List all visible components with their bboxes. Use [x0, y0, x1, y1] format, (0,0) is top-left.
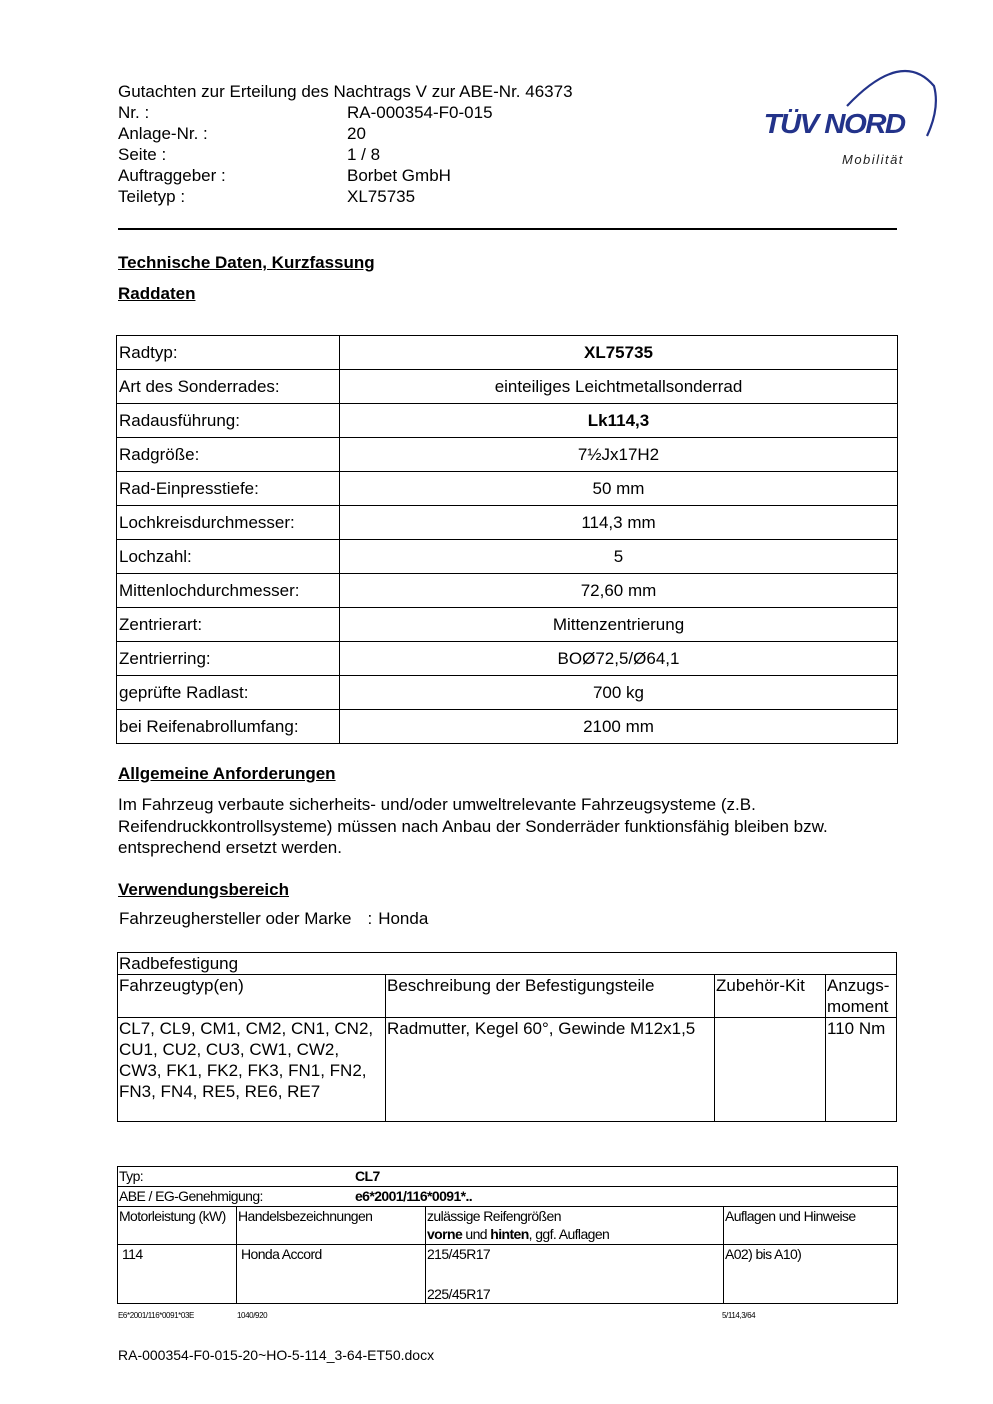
header-divider [118, 228, 897, 230]
wheel-label-cell: Radausführung: [117, 404, 340, 438]
header-label: Anlage-Nr. : [118, 124, 208, 143]
wheel-label-cell: geprüfte Radlast: [117, 676, 340, 710]
header-label: Seite : [118, 145, 167, 164]
wheel-value-cell: BOØ72,5/Ø64,1 [340, 642, 898, 676]
wheel-label-cell: Lochzahl: [117, 540, 340, 574]
wheel-value-cell: 5 [340, 540, 898, 574]
section-heading-allgemeine: Allgemeine Anforderungen [118, 764, 336, 783]
wheel-value-cell: 50 mm [340, 472, 898, 506]
mounting-cell: CL7, CL9, CM1, CM2, CN1, CN2, CU1, CU2, CU3, CW1, CW2, CW3, FK1, FK2, FK3, FN1, FN2, FN3, FN4, RE5, RE6, RE7 [118, 1018, 386, 1122]
mounting-cell: 110 Nm [826, 1018, 897, 1122]
wheel-data-table [116, 335, 898, 744]
footer-filename: RA-000354-F0-015-20~HO-5-114_3-64-ET50.docx [118, 1347, 435, 1363]
mounting-cell [715, 1018, 826, 1122]
manufacturer-label: Fahrzeughersteller oder Marke [119, 909, 352, 928]
section-heading-verwendung: Verwendungsbereich [118, 880, 289, 899]
small-print: 1040/920 [237, 1311, 268, 1320]
typ-cell-reifen [426, 1245, 724, 1304]
reifen-header-und: und [462, 1226, 491, 1242]
table-row [118, 975, 897, 1018]
mounting-header-cell: Anzugs-moment [826, 975, 897, 1018]
typ-cell-motor: 114 [118, 1245, 237, 1304]
wheel-value-cell: Lk114,3 [340, 404, 898, 438]
table-row [118, 1018, 897, 1122]
table-row [118, 1167, 898, 1187]
table-row [117, 676, 898, 710]
table-row [117, 404, 898, 438]
header-label: Auftraggeber : [118, 166, 226, 185]
typ-header-cell: Motorleistung (kW) [118, 1207, 237, 1245]
wheel-value-cell: 700 kg [340, 676, 898, 710]
header-label: Nr. : [118, 103, 150, 122]
header-value: RA-000354-F0-015 [347, 103, 493, 122]
logo-text: TÜV NORD [763, 108, 905, 139]
wheel-label-cell: Rad-Einpresstiefe: [117, 472, 340, 506]
table-row [117, 506, 898, 540]
logo-subtitle: Mobilität [842, 152, 904, 167]
section-heading-technische-daten: Technische Daten, Kurzfassung [118, 253, 375, 272]
table-row [117, 642, 898, 676]
typ-cell-auflagen: A02) bis A10) [724, 1245, 898, 1304]
tire-size: 225/45R17 [427, 1286, 491, 1302]
typ-header-cell [426, 1207, 724, 1245]
header-row [118, 165, 573, 186]
typ-cell-handel: Honda Accord [237, 1245, 426, 1304]
table-row [117, 336, 898, 370]
table-row [117, 472, 898, 506]
typ-header-cell: Auflagen und Hinweise [724, 1207, 898, 1245]
document-header [118, 81, 573, 207]
wheel-value-cell: Mittenzentrierung [340, 608, 898, 642]
manufacturer-line [119, 909, 428, 929]
mounting-header-cell: Fahrzeugtyp(en) [118, 975, 386, 1018]
header-row [118, 144, 573, 165]
wheel-label-cell: Radgröße: [117, 438, 340, 472]
manufacturer-separator: : [367, 909, 373, 928]
header-value: XL75735 [347, 187, 416, 206]
wheel-label-cell: Zentrierart: [117, 608, 340, 642]
typ-row [118, 1167, 898, 1187]
header-title: Gutachten zur Erteilung des Nachtrags V zur ABE-Nr. 46373 [118, 82, 573, 101]
section-heading-raddaten: Raddaten [118, 284, 196, 303]
reifen-header-vorne: vorne [427, 1226, 463, 1242]
wheel-value-cell: 72,60 mm [340, 574, 898, 608]
small-print: 5/114,3/64 [722, 1311, 756, 1320]
abe-label: ABE / EG-Genehmigung: [119, 1188, 263, 1204]
wheel-value-cell: 114,3 mm [340, 506, 898, 540]
vehicle-type-table [117, 1166, 898, 1304]
mounting-header-cell: Zubehör-Kit [715, 975, 826, 1018]
header-row [118, 186, 573, 207]
wheel-label-cell: Art des Sonderrades: [117, 370, 340, 404]
typ-label: Typ: [119, 1168, 144, 1184]
tuv-nord-logo [762, 58, 942, 173]
table-row [117, 710, 898, 744]
table-row [118, 1245, 898, 1304]
reifen-header-rest: , ggf. Auflagen [528, 1226, 610, 1242]
tire-size: 215/45R17 [427, 1246, 491, 1262]
small-print: E6*2001/116*0091*03E [118, 1311, 194, 1320]
wheel-value-cell: XL75735 [340, 336, 898, 370]
mounting-title: Radbefestigung [118, 953, 897, 975]
table-row [117, 540, 898, 574]
wheel-label-cell: Mittenlochdurchmesser: [117, 574, 340, 608]
table-row [117, 574, 898, 608]
wheel-label-cell: Lochkreisdurchmesser: [117, 506, 340, 540]
mounting-cell: Radmutter, Kegel 60°, Gewinde M12x1,5 [386, 1018, 715, 1122]
header-label: Teiletyp : [118, 187, 186, 206]
table-row [118, 1207, 898, 1245]
wheel-label-cell: Zentrierring: [117, 642, 340, 676]
header-value: Borbet GmbH [347, 166, 451, 185]
abe-row [118, 1187, 898, 1207]
reifen-header-line1: zulässige Reifengrößen [427, 1208, 561, 1224]
wheel-value-cell: einteiliges Leichtmetallsonderrad [340, 370, 898, 404]
typ-header-cell: Handelsbezeichnungen [237, 1207, 426, 1245]
header-value: 1 / 8 [347, 145, 381, 164]
reifen-header-hinten: hinten [490, 1226, 529, 1242]
mounting-header-cell: Beschreibung der Befestigungsteile [386, 975, 715, 1018]
header-value: 20 [347, 124, 366, 143]
manufacturer-value: Honda [378, 909, 429, 928]
header-row [118, 123, 573, 144]
wheel-value-cell: 2100 mm [340, 710, 898, 744]
table-row [117, 608, 898, 642]
typ-value: CL7 [355, 1168, 380, 1184]
wheel-value-cell: 7½Jx17H2 [340, 438, 898, 472]
table-row [118, 1187, 898, 1207]
mounting-table [117, 952, 897, 1122]
table-row [117, 438, 898, 472]
wheel-label-cell: bei Reifenabrollumfang: [117, 710, 340, 744]
header-row [118, 102, 573, 123]
allgemeine-paragraph: Im Fahrzeug verbaute sicherheits- und/oder umweltrelevante Fahrzeugsysteme (z.B. Reifendruckkontrollsysteme) müssen nach Anbau der Sonderräder funktionsfähig bleiben bzw. entsprechend ersetzt werden. [118, 795, 828, 857]
wheel-label-cell: Radtyp: [117, 336, 340, 370]
table-row [118, 953, 897, 975]
abe-value: e6*2001/116*0091*.. [355, 1188, 473, 1204]
table-row [117, 370, 898, 404]
